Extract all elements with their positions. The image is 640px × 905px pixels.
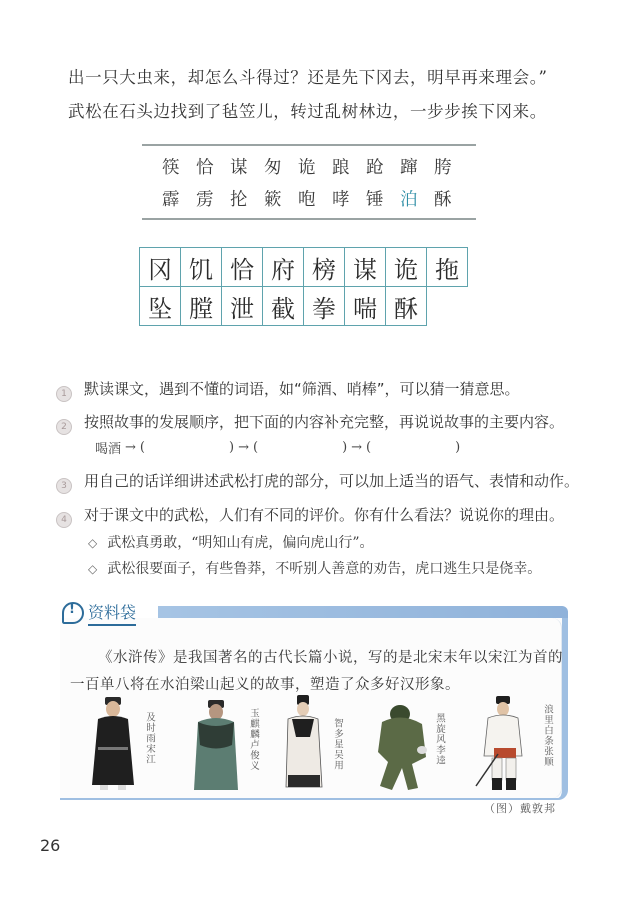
arrow-right-icon: → [125,440,136,455]
opinion-text: 武松很要面子，有些鲁莽，不听别人善意的劝告，虎口逃生只是侥幸。 [107,561,542,577]
page-number: 26 [40,836,61,855]
word-char: 簌 [264,190,282,210]
opinion-1 [88,532,374,552]
diamond-bullet-icon: ◇ [88,536,98,550]
grid-cell: 坠 [139,286,181,326]
word-list-box [142,144,476,220]
passage-line-2: 武松在石头边找到了毡笠儿，转过乱树林边，一步步挨下冈来。 [68,102,547,121]
opinion-2 [88,558,541,578]
word-char: 哮 [332,190,350,210]
arrow-right-icon: → [351,440,363,455]
grid-cell: 恰 [221,247,263,287]
info-bag-line-1: 《水浒传》是我国著名的古代长篇小说，写的是北宋末年以宋江为首的 [98,650,563,666]
word-char: 踉 [332,158,350,178]
word-char: 酥 [434,190,452,210]
exercise-number-icon: 1 [56,386,72,402]
grid-cell: 诡 [385,247,427,287]
info-bag-header [62,600,136,626]
figure-label: 及时雨宋江 [144,712,155,765]
word-char: 雳 [196,190,214,210]
grid-cell: 喘 [344,286,386,326]
word-char: 霹 [162,190,180,210]
word-char: 蹿 [400,158,418,178]
info-bag-line-2: 一百单八将在水泊梁山起义的故事，塑造了众多好汉形象。 [70,677,460,693]
grid-row-2 [139,286,467,325]
paren-close: ) [455,440,461,455]
figure-label: 浪里白条张顺 [542,704,553,767]
grid-cell: 谋 [344,247,386,287]
grid-cell: 膛 [180,286,222,326]
passage-line-1: 出一只大虫来，却怎么斗得过？还是先下冈去，明早再来理会。” [68,68,548,87]
paren-close: ) [229,440,235,455]
paren-open: ( [252,440,259,455]
figure-wu-yong-illustration [284,695,324,792]
figure-li-kui-illustration [372,702,434,792]
grid-cell: 冈 [139,247,181,287]
word-char: 匆 [264,158,282,178]
figure-lu-junyi-illustration [192,700,240,792]
grid-cell: 拖 [426,247,468,287]
exercise-number-icon: 4 [56,512,72,528]
word-char: 锤 [366,190,384,210]
exercise-number-icon: 2 [56,419,72,435]
word-char: 诡 [298,158,316,178]
figure-label: 玉麒麟卢俊义 [248,708,259,771]
exercise-3 [56,470,579,494]
grid-cell: 截 [262,286,304,326]
exercise-4 [56,504,564,528]
exercise-text: 默读课文，遇到不懂的词语，如“筛酒、哨棒”，可以猜一猜意思。 [84,380,520,398]
word-char: 跄 [366,158,384,178]
figure-song-jiang-illustration [90,697,136,792]
paren-open: ( [366,440,372,455]
word-row-1 [162,154,468,179]
flow-start: 喝酒 [95,442,122,457]
word-char: 筷 [162,158,180,178]
word-char: 咆 [298,190,316,210]
exercise-1 [56,378,520,402]
info-bag-header-bar [158,606,568,618]
figure-label: 智多星吴用 [332,718,343,771]
diamond-bullet-icon: ◇ [88,562,98,576]
grid-cell: 府 [262,247,304,287]
paren-open: ( [139,440,145,455]
grid-row-1 [139,247,467,286]
opinion-text: 武松真勇敢，“明知山有虎，偏向虎山行”。 [107,535,374,551]
figure-zhang-shun-illustration [470,696,536,792]
exercise-text: 对于课文中的武松，人们有不同的评价。你有什么看法？说说你的理由。 [84,506,565,524]
exercise-number-icon: 3 [56,478,72,494]
exercise-text: 用自己的话详细讲述武松打虎的部分，可以加上适当的语气、表情和动作。 [84,472,580,490]
word-row-2 [162,186,468,211]
word-char: 谋 [230,158,248,178]
story-sequence-flow [95,438,460,457]
paren-close: ) [342,440,348,455]
word-char-accent: 泊 [400,190,418,210]
arrow-right-icon: → [238,440,249,455]
exercise-text: 按照故事的发展顺序，把下面的内容补充完整，再说说故事的主要内容。 [84,413,565,431]
writing-char-grid [139,247,467,325]
figure-label: 黑旋风李逵 [434,713,445,766]
word-char: 胯 [434,158,452,178]
info-bag-icon [62,602,84,624]
grid-cell: 酥 [385,286,427,326]
grid-cell: 饥 [180,247,222,287]
grid-cell: 泄 [221,286,263,326]
exercise-2 [56,411,564,435]
illustration-credit: （图）戴敦邦 [484,802,556,815]
word-char: 恰 [196,158,214,178]
grid-cell: 榜 [303,247,345,287]
info-bag-title: 资料袋 [88,600,136,626]
grid-cell: 拳 [303,286,345,326]
word-char: 抡 [230,190,248,210]
